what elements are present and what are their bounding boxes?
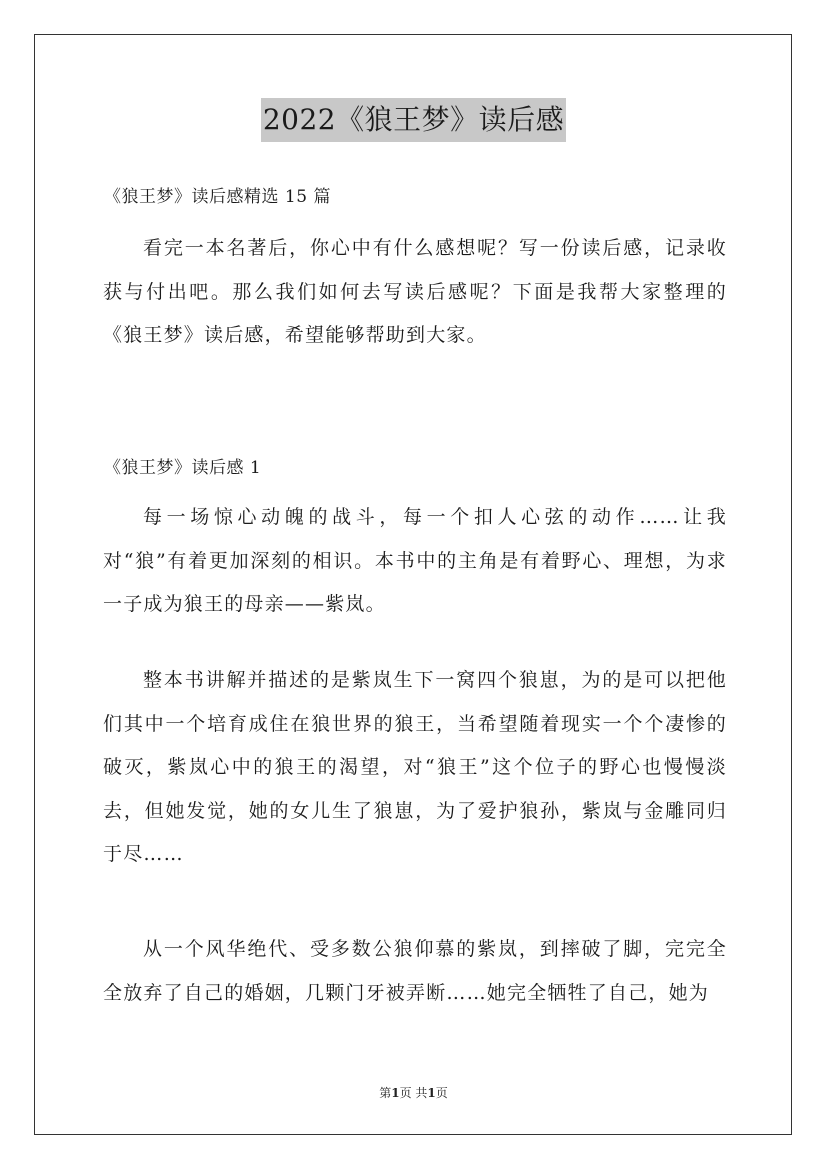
body-paragraph-2: 整本书讲解并描述的是紫岚生下一窝四个狼崽，为的是可以把他们其中一个培育成住在狼世界的狼王，当希望随着现实一个个凄惨的破灭，紫岚心中的狼王的渴望，对“狼王”这个位子的野心也慢慢淡去，但她发觉，她的女儿生了狼崽，为了爱护狼孙，紫岚与金雕同归于尽…… <box>103 669 727 865</box>
document-title: 2022《狼王梦》读后感 <box>261 98 566 142</box>
page-footer <box>0 1084 827 1101</box>
footer-page-total: 1 <box>427 1086 436 1100</box>
body-paragraph-3: 从一个风华绝代、受多数公狼仰慕的紫岚，到摔破了脚，完完全全放弃了自己的婚姻，几颗门牙被弄断……她完全牺牲了自己，她为 <box>103 938 727 1004</box>
footer-prefix: 第 <box>379 1086 392 1100</box>
body-paragraph-1: 每一场惊心动魄的战斗，每一个扣人心弦的动作……让我对“狼”有着更加深刻的相识。本书中的主角是有着野心、理想，为求一子成为狼王的母亲——紫岚。 <box>103 506 727 615</box>
footer-mid: 页 共 <box>399 1086 428 1100</box>
section-heading: 《狼王梦》读后感 1 <box>104 458 262 478</box>
intro-paragraph: 看完一本名著后，你心中有什么感想呢？写一份读后感，记录收获与付出吧。那么我们如何去写读后感呢？下面是我帮大家整理的《狼王梦》读后感，希望能够帮助到大家。 <box>103 237 727 346</box>
footer-page-current: 1 <box>391 1086 400 1100</box>
footer-suffix: 页 <box>435 1086 448 1100</box>
title-container <box>0 98 827 142</box>
document-subtitle: 《狼王梦》读后感精选 15 篇 <box>104 187 331 207</box>
